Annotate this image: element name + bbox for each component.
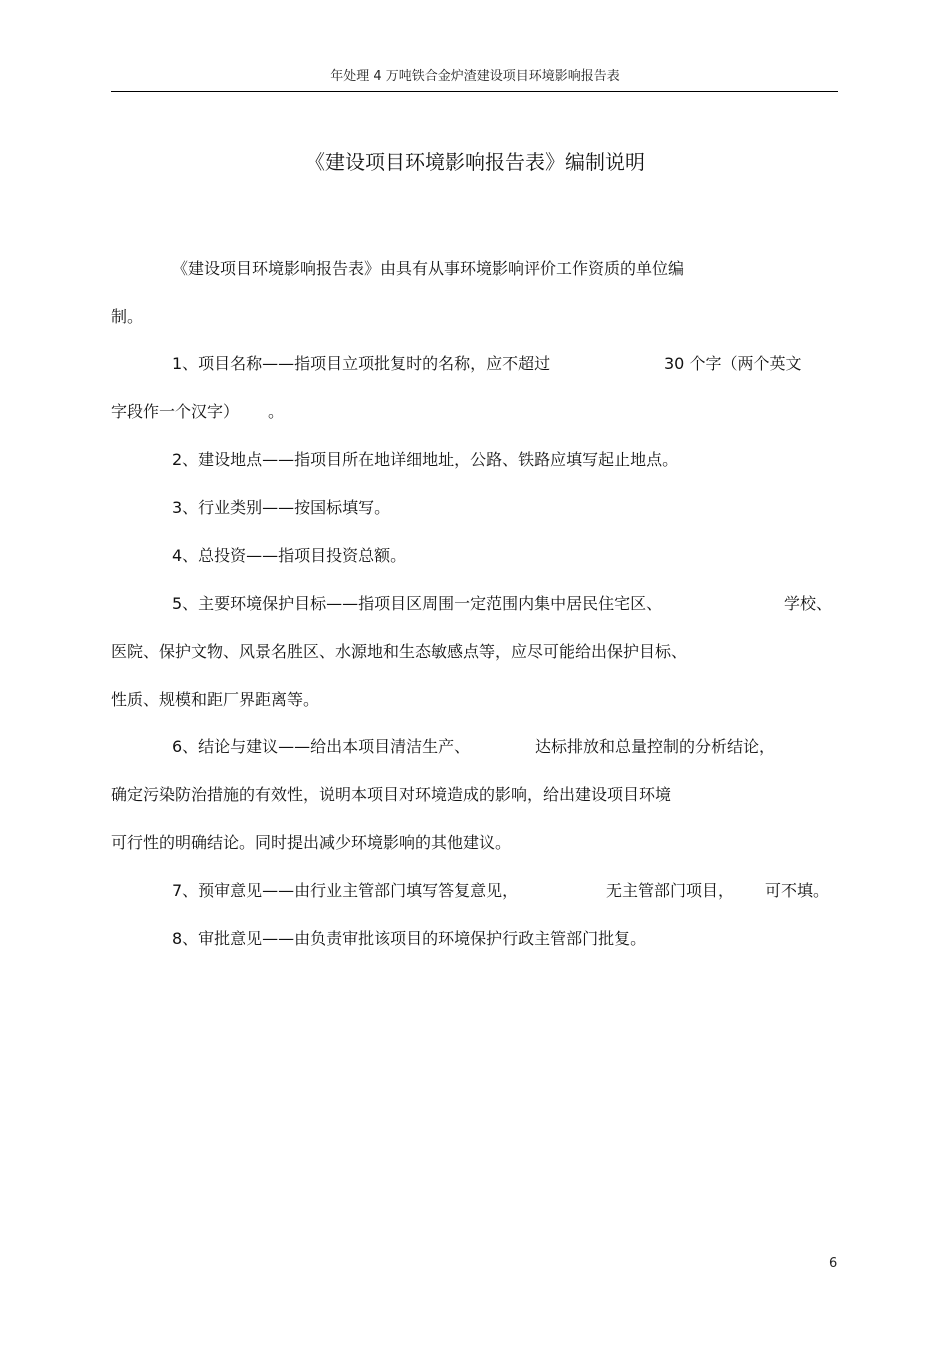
item-3-text: 3、行业类别——按国标填写。 (172, 498, 391, 517)
intro-line-1: 《建设项目环境影响报告表》由具有从事环境影响评价工作资质的单位编 (172, 259, 685, 278)
header-divider (111, 91, 838, 92)
item-6-text-cont: 达标排放和总量控制的分析结论， (535, 737, 776, 756)
item-4-text: 4、总投资——指项目投资总额。 (172, 546, 407, 565)
item-1-period: 。 (268, 402, 285, 421)
item-6-line-2: 确定污染防治措施的有效性，说明本项目对环境造成的影响，给出建设项目环境 (111, 785, 672, 804)
item-1-text-cont: 30 个字（两个英文 (664, 354, 802, 373)
item-5-text: 5、主要环境保护目标——指项目区周围一定范围内集中居民住宅区、 (172, 594, 663, 613)
item-6-text: 6、结论与建议——给出本项目清洁生产、 (172, 737, 471, 756)
item-5-text-cont: 学校、 (784, 594, 833, 613)
item-7-text-cont: 无主管部门项目， (606, 881, 735, 900)
item-8-text: 8、审批意见——由负责审批该项目的环境保护行政主管部门批复。 (172, 929, 647, 948)
item-1-text: 1、项目名称——指项目立项批复时的名称，应不超过 (172, 354, 551, 373)
item-2-text: 2、建设地点——指项目所在地详细地址，公路、铁路应填写起止地点。 (172, 450, 679, 469)
item-1-line-2: 字段作一个汉字） (111, 402, 240, 421)
item-5-line-3: 性质、规模和距厂界距离等。 (111, 690, 320, 709)
page-number: 6 (829, 1256, 838, 1271)
running-header: 年处理 4 万吨铁合金炉渣建设项目环境影响报告表 (330, 69, 620, 84)
item-6-line-3: 可行性的明确结论。同时提出减少环境影响的其他建议。 (111, 833, 512, 852)
page-title: 《建设项目环境影响报告表》编制说明 (305, 150, 645, 174)
intro-line-2: 制。 (111, 307, 144, 326)
item-7-text-end: 可不填。 (765, 881, 830, 900)
item-5-line-2: 医院、保护文物、风景名胜区、水源地和生态敏感点等，应尽可能给出保护目标、 (111, 642, 688, 661)
item-7-text: 7、预审意见——由行业主管部门填写答复意见， (172, 881, 519, 900)
